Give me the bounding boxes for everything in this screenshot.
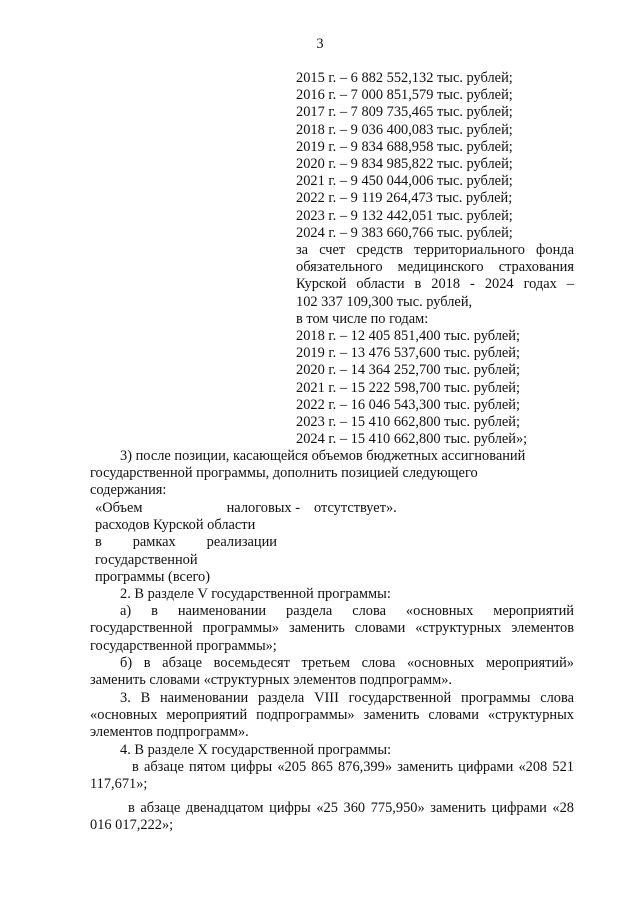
fund-total-line: 102 337 109,300 тыс. рублей, — [296, 293, 473, 310]
position-left-line: «Объем — [95, 500, 143, 516]
position-left-line: государственной — [95, 551, 198, 568]
budget-line: 2018 г. – 9 036 400,083 тыс. рублей; — [296, 121, 513, 138]
fund-intro-line: Курской области в 2018 - 2024 годах – — [296, 276, 574, 293]
item-3-line: 3) после позиции, касающейся объемов бюджетных ассигнований — [120, 448, 526, 464]
fund-line: 2021 г. – 15 222 598,700 тыс. рублей; — [296, 379, 520, 396]
section-4 — [90, 742, 574, 834]
item-3 — [90, 448, 574, 500]
fund-line: 2024 г. – 15 410 662,800 тыс. рублей»; — [296, 431, 528, 448]
section-4-heading: 4. В разделе X государственной программы: — [120, 742, 392, 758]
position-left-line: в рамках реализации — [95, 534, 277, 551]
item-3-line: государственной программы, дополнить позицией следующего — [90, 465, 478, 482]
budget-line: 2021 г. – 9 450 044,006 тыс. рублей; — [296, 173, 513, 190]
budget-line: 2020 г. – 9 834 985,822 тыс. рублей; — [296, 156, 513, 173]
fund-line: 2023 г. – 15 410 662,800 тыс. рублей; — [296, 414, 520, 431]
section-3-text: 3. В наименовании раздела VIII государственной программы слова «основных мероприятий подпрограммы» заменить словами «структурных элементов подпрограмм». — [90, 690, 574, 741]
section-2-heading: 2. В разделе V государственной программы: — [120, 586, 391, 602]
section-4-item-a: в абзаце пятом цифры «205 865 876,399» заменить цифрами «208 521 117,671»; — [90, 759, 574, 793]
item-3-line: содержания: — [90, 482, 167, 499]
budget-line: 2016 г. – 7 000 851,579 тыс. рублей; — [296, 87, 513, 104]
section-3 — [90, 690, 574, 742]
section-2 — [90, 586, 574, 689]
budget-line: 2024 г. – 9 383 660,766 тыс. рублей; — [296, 224, 513, 241]
fund-line: 2020 г. – 14 364 252,700 тыс. рублей; — [296, 362, 520, 379]
budget-line: 2017 г. – 7 809 735,465 тыс. рублей; — [296, 104, 513, 121]
budget-line: 2023 г. – 9 132 442,051 тыс. рублей; — [296, 207, 513, 224]
fund-line: 2018 г. – 12 405 851,400 тыс. рублей; — [296, 328, 520, 345]
fund-line: 2022 г. – 16 046 543,300 тыс. рублей; — [296, 396, 520, 413]
fund-intro-line: за счет средств территориального фонда — [296, 242, 574, 259]
position-right-cell: отсутствует». — [314, 500, 397, 516]
position-left-line: программы (всего) — [95, 568, 211, 585]
section-4-item-b: в абзаце двенадцатом цифры «25 360 775,950» заменить цифрами «28 016 017,222»; — [90, 799, 574, 833]
budget-by-year-list — [296, 70, 574, 448]
budget-line: 2015 г. – 6 882 552,132 тыс. рублей; — [296, 70, 513, 86]
section-2-item-b: б) в абзаце восемьдесят третьем слова «основных мероприятий» заменить словами «структурных элементов подпрограмм». — [90, 654, 574, 689]
position-left-line: расходов Курской области — [95, 517, 256, 534]
fund-by-year-heading: в том числе по годам: — [296, 310, 429, 327]
budget-line: 2019 г. – 9 834 688,958 тыс. рублей; — [296, 138, 513, 155]
fund-intro-line: обязательного медицинского страхования — [296, 259, 574, 276]
budget-line: 2022 г. – 9 119 264,473 тыс. рублей; — [296, 190, 513, 207]
section-2-item-a: а) в наименовании раздела слова «основных мероприятий государственной программы» заменить словами «структурных элементов государственной программы»; — [90, 603, 574, 654]
page-number: 3 — [316, 36, 324, 52]
fund-line: 2019 г. – 13 476 537,600 тыс. рублей; — [296, 345, 520, 362]
position-mid-cell: налоговых - — [226, 500, 300, 516]
